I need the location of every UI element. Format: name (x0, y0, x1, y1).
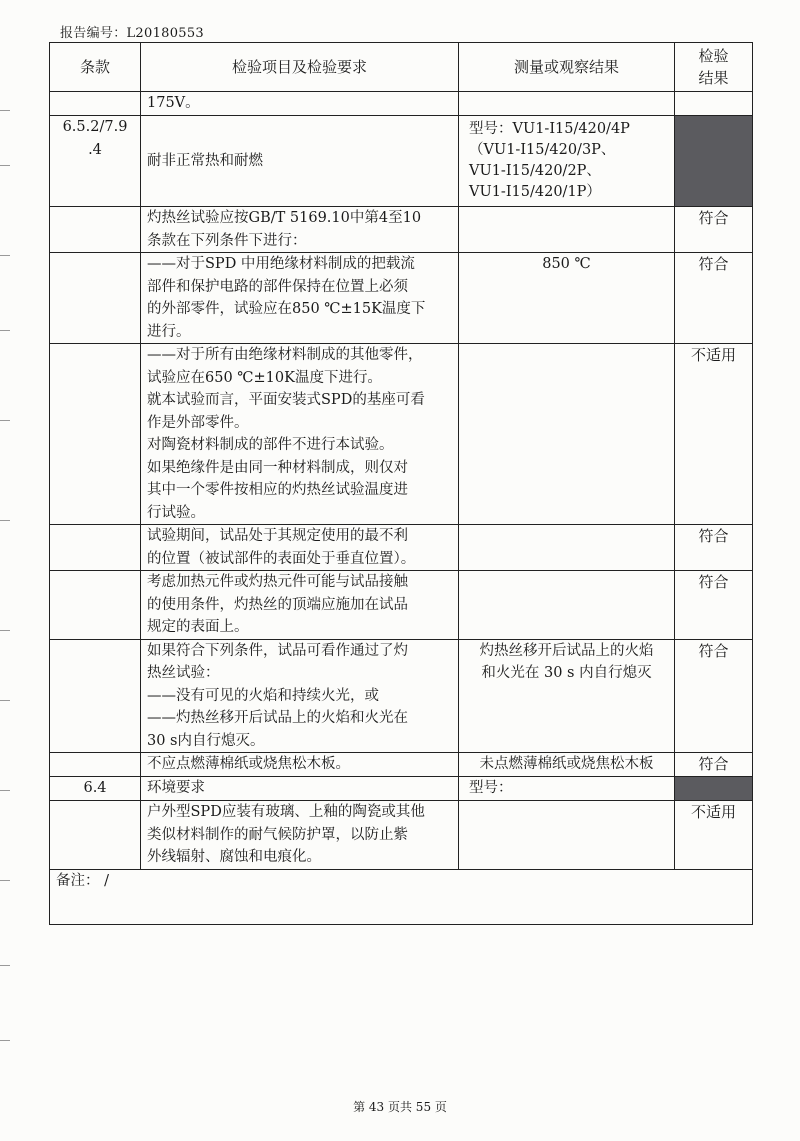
report-number: 报告编号：L20180553 (60, 26, 205, 41)
clause-cell (50, 344, 141, 525)
clause-cell: 6.4 (50, 777, 141, 801)
measurement-cell (459, 801, 675, 870)
requirement-cell: ——对于所有由绝缘材料制成的其他零件， 试验应在650 ℃±10K温度下进行。 就本试验而言，平面安装式SPD的基座可看 作是外部零件。 对陶瓷材料制成的部件不进行本试验。 如果绝缘件是由同一种材料制成，则仅对 其中一个零件按相应的灼热丝试验温度进 行试验。 (141, 344, 459, 525)
header-result: 检验 结果 (675, 43, 753, 92)
requirement-cell: ——对于SPD 中用绝缘材料制成的把载流 部件和保护电路的部件保持在位置上必须 的外部零件，试验应在850 ℃±15K温度下 进行。 (141, 253, 459, 344)
result-cell: 不适用 (675, 801, 753, 870)
table-row (50, 571, 753, 640)
result-cell-shaded (675, 116, 753, 207)
requirement-cell: 175V。 (141, 92, 459, 116)
clause-cell (50, 92, 141, 116)
requirement-cell: 不应点燃薄棉纸或烧焦松木板。 (141, 753, 459, 777)
requirement-cell: 环境要求 (141, 777, 459, 801)
page-footer: 第 43 页共 55 页 (353, 1100, 447, 1114)
result-cell-shaded (675, 777, 753, 801)
requirement-cell: 户外型SPD应装有玻璃、上釉的陶瓷或其他 类似材料制作的耐气候防护罩，以防止紫 外线辐射、腐蚀和电痕化。 (141, 801, 459, 870)
result-cell: 符合 (675, 639, 753, 753)
measurement-cell (459, 571, 675, 640)
clause-cell: 6.5.2/7.9 .4 (50, 116, 141, 207)
table-row (50, 777, 753, 801)
measurement-cell (459, 92, 675, 116)
result-cell: 符合 (675, 207, 753, 253)
measurement-cell (459, 207, 675, 253)
result-cell (675, 92, 753, 116)
clause-cell (50, 571, 141, 640)
header-measure: 测量或观察结果 (459, 43, 675, 92)
table-row (50, 253, 753, 344)
table-row (50, 92, 753, 116)
measurement-cell: 灼热丝移开后试品上的火焰 和火光在 30 s 内自行熄灭 (459, 639, 675, 753)
requirement-cell: 耐非正常热和耐燃 (141, 116, 459, 207)
table-row (50, 116, 753, 207)
measurement-cell: 型号： (459, 777, 675, 801)
requirement-cell: 如果符合下列条件，试品可看作通过了灼 热丝试验： ——没有可见的火焰和持续火光，或 ——灼热丝移开后试品上的火焰和火光在 30 s内自行熄灭。 (141, 639, 459, 753)
table-row (50, 801, 753, 870)
notes-row (50, 869, 753, 924)
table-row (50, 344, 753, 525)
result-cell: 符合 (675, 753, 753, 777)
notes-cell: 备注： / (50, 869, 753, 924)
result-cell: 符合 (675, 253, 753, 344)
header-clause: 条款 (50, 43, 141, 92)
measurement-cell (459, 525, 675, 571)
result-cell: 符合 (675, 525, 753, 571)
requirement-cell: 灼热丝试验应按GB/T 5169.10中第4至10 条款在下列条件下进行： (141, 207, 459, 253)
inspection-table (49, 42, 753, 925)
measurement-cell: 型号：VU1-I15/420/4P （VU1-I15/420/3P、 VU1-I15/420/2P、 VU1-I15/420/1P） (459, 116, 675, 207)
requirement-cell: 试验期间，试品处于其规定使用的最不利 的位置（被试部件的表面处于垂直位置）。 (141, 525, 459, 571)
table-row (50, 753, 753, 777)
table-row (50, 525, 753, 571)
table-row (50, 639, 753, 753)
clause-cell (50, 801, 141, 870)
requirement-cell: 考虑加热元件或灼热元件可能与试品接触 的使用条件，灼热丝的顶端应施加在试品 规定的表面上。 (141, 571, 459, 640)
table-row (50, 207, 753, 253)
measurement-cell (459, 344, 675, 525)
header-item: 检验项目及检验要求 (141, 43, 459, 92)
clause-cell (50, 525, 141, 571)
result-cell: 符合 (675, 571, 753, 640)
clause-cell (50, 639, 141, 753)
table-header-row (50, 43, 753, 92)
measurement-cell: 未点燃薄棉纸或烧焦松木板 (459, 753, 675, 777)
clause-cell (50, 753, 141, 777)
clause-cell (50, 253, 141, 344)
clause-cell (50, 207, 141, 253)
binding-marks (0, 0, 14, 1141)
measurement-cell: 850 ℃ (459, 253, 675, 344)
result-cell: 不适用 (675, 344, 753, 525)
